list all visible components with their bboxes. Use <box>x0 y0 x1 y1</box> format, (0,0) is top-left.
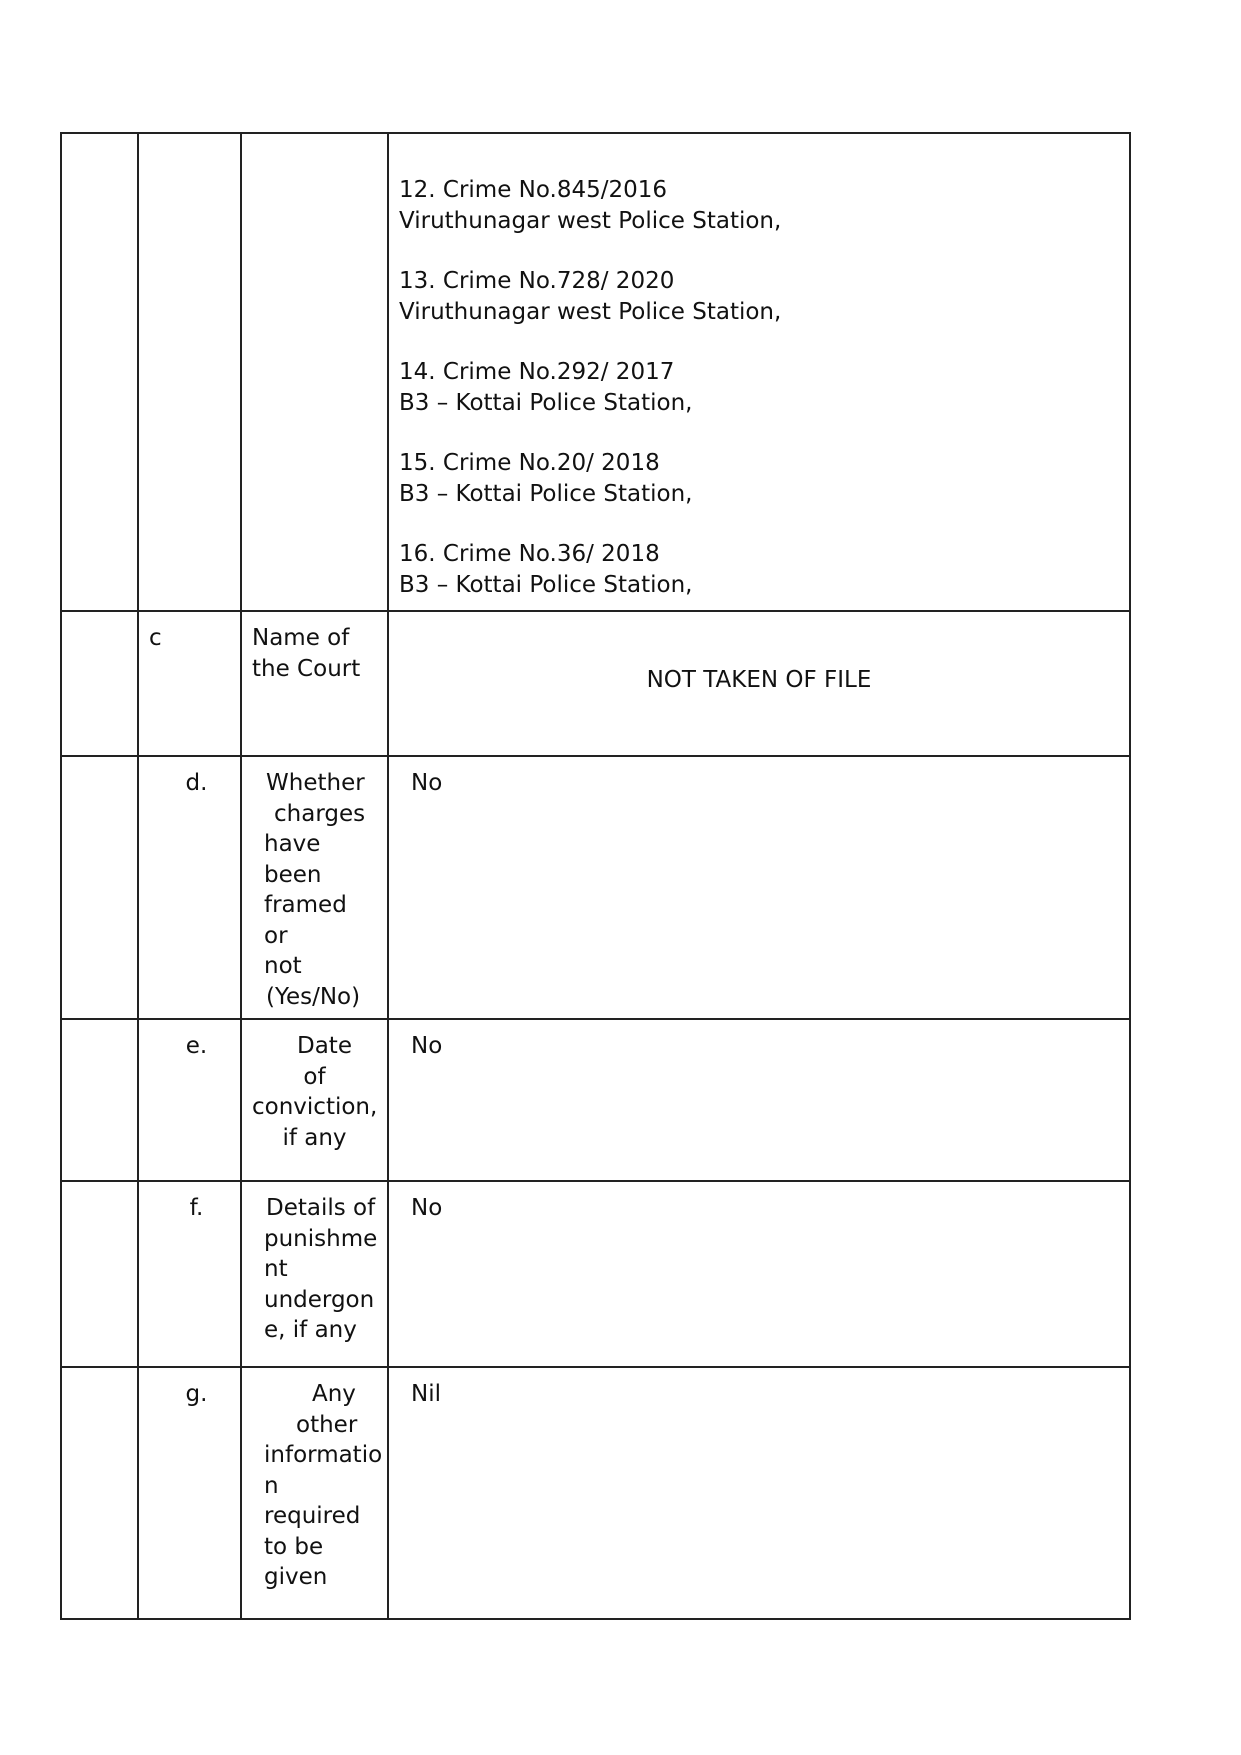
row-letter: c <box>138 611 241 756</box>
label-line: n <box>264 1472 279 1499</box>
charges-framed-value: No <box>388 756 1130 1019</box>
label-line: framed or <box>264 892 347 949</box>
crime-entry <box>399 266 1119 327</box>
police-station: B3 – Kottai Police Station, <box>399 389 693 416</box>
label-line: (Yes/No) <box>266 983 361 1010</box>
label-line: the Court <box>252 655 361 682</box>
court-name-value <box>388 611 1130 756</box>
row-letter: f. <box>138 1181 241 1367</box>
crime-entry <box>399 175 1119 236</box>
label-line: Date <box>297 1033 352 1059</box>
serial-cell <box>61 1019 138 1181</box>
row-label <box>241 1019 388 1181</box>
details-table <box>60 132 1131 1620</box>
crime-number: 12. Crime No.845/2016 <box>399 177 668 203</box>
serial-cell <box>61 133 138 611</box>
label-line: informatio <box>264 1442 383 1468</box>
row-letter: g. <box>138 1367 241 1619</box>
serial-cell <box>61 1181 138 1367</box>
label-line: have <box>264 831 321 857</box>
row-label <box>241 756 388 1019</box>
police-station: Viruthunagar west Police Station, <box>399 298 782 325</box>
conviction-date-value: No <box>388 1019 1130 1181</box>
label-line: to be <box>264 1533 324 1560</box>
punishment-row <box>61 1181 1130 1367</box>
serial-cell <box>61 1367 138 1619</box>
police-station: B3 – Kottai Police Station, <box>399 571 693 598</box>
label-line: Name of <box>252 625 350 651</box>
label-line: other <box>296 1411 358 1438</box>
row-label <box>241 1367 388 1619</box>
serial-cell <box>61 611 138 756</box>
label-line: been <box>264 861 322 888</box>
label-line: punishme <box>264 1225 378 1252</box>
crime-list-row <box>61 133 1130 611</box>
court-name-row <box>61 611 1130 756</box>
crime-entry <box>399 357 1119 418</box>
other-info-value: Nil <box>388 1367 1130 1619</box>
charges-framed-row <box>61 756 1130 1019</box>
police-station: B3 – Kottai Police Station, <box>399 480 693 507</box>
sub-item-cell <box>138 133 241 611</box>
punishment-value: No <box>388 1181 1130 1367</box>
crime-number: 14. Crime No.292/ 2017 <box>399 359 675 385</box>
label-line: given <box>264 1564 328 1590</box>
other-info-row <box>61 1367 1130 1619</box>
crime-list-cell <box>388 133 1130 611</box>
label-line: Any <box>312 1381 356 1407</box>
row-letter: e. <box>138 1019 241 1181</box>
label-line: not <box>264 953 302 979</box>
label-line: nt <box>264 1256 288 1282</box>
conviction-date-row <box>61 1019 1130 1181</box>
crime-number: 16. Crime No.36/ 2018 <box>399 541 660 567</box>
label-line: Details of <box>266 1195 376 1221</box>
crime-number: 13. Crime No.728/ 2020 <box>399 268 675 294</box>
row-letter: d. <box>138 756 241 1019</box>
label-line: undergon <box>264 1286 375 1313</box>
label-line: Whether <box>266 770 365 796</box>
label-cell <box>241 133 388 611</box>
crime-number: 15. Crime No.20/ 2018 <box>399 450 660 476</box>
label-line: if any <box>282 1124 347 1151</box>
value-text: NOT TAKEN OF FILE <box>646 667 872 694</box>
crime-entry <box>399 448 1119 509</box>
row-label <box>241 611 388 756</box>
police-station: Viruthunagar west Police Station, <box>399 207 782 234</box>
crime-entry <box>399 539 1119 600</box>
label-line: required <box>264 1503 361 1529</box>
serial-cell <box>61 756 138 1019</box>
label-line: e, if any <box>264 1317 357 1343</box>
row-label <box>241 1181 388 1367</box>
label-line: conviction, <box>252 1094 378 1120</box>
label-line: charges <box>274 800 366 827</box>
label-line: of <box>303 1063 326 1090</box>
